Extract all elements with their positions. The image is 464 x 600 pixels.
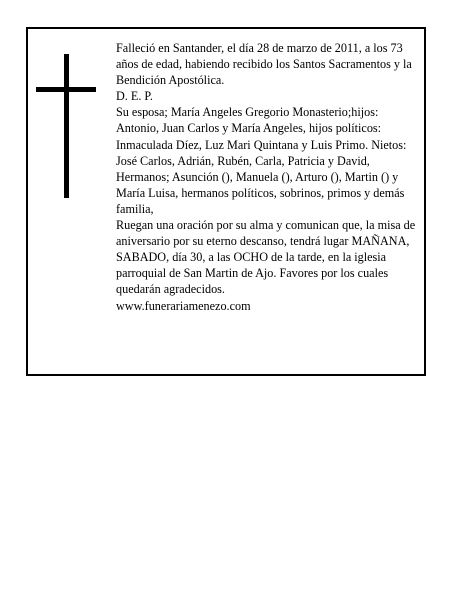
- notice-body: [116, 40, 422, 314]
- funeral-home-website: www.funerariamenezo.com: [116, 298, 251, 313]
- rip-abbreviation: D. E. P.: [116, 89, 153, 104]
- latin-cross-icon: [36, 54, 96, 198]
- family-list: Su esposa; María Angeles Gregorio Monasterio;hijos: Antonio, Juan Carlos y María Angeles, hijos políticos: Inmaculada Díez, Luz Mari Quintana y Luis Primo. Nietos: José Carlos, Adrián, Rubén, Carla, Patricia y David, Hermanos; Asunción (), Manuela (), Arturo (), Martin () y María Luisa, hermanos políticos, sobrinos, primos y demás familia,: [116, 105, 407, 216]
- cross-horizontal-bar: [36, 87, 96, 92]
- obituary-notice: [26, 27, 426, 376]
- cross-vertical-bar: [64, 54, 69, 198]
- mass-announcement: Ruegan una oración por su alma y comunican que, la misa de aniversario por su eterno descanso, tendrá lugar MAÑANA, SABADO, día 30, a las OCHO de la tarde, en la iglesia parroquial de San Martin de Ajo. Favores por los cuales quedarán agradecidos.: [116, 218, 416, 297]
- death-announcement: Falleció en Santander, el día 28 de marzo de 2011, a los 73 años de edad, habiendo recibido los Santos Sacramentos y la Bendición Apostólica.: [116, 41, 412, 88]
